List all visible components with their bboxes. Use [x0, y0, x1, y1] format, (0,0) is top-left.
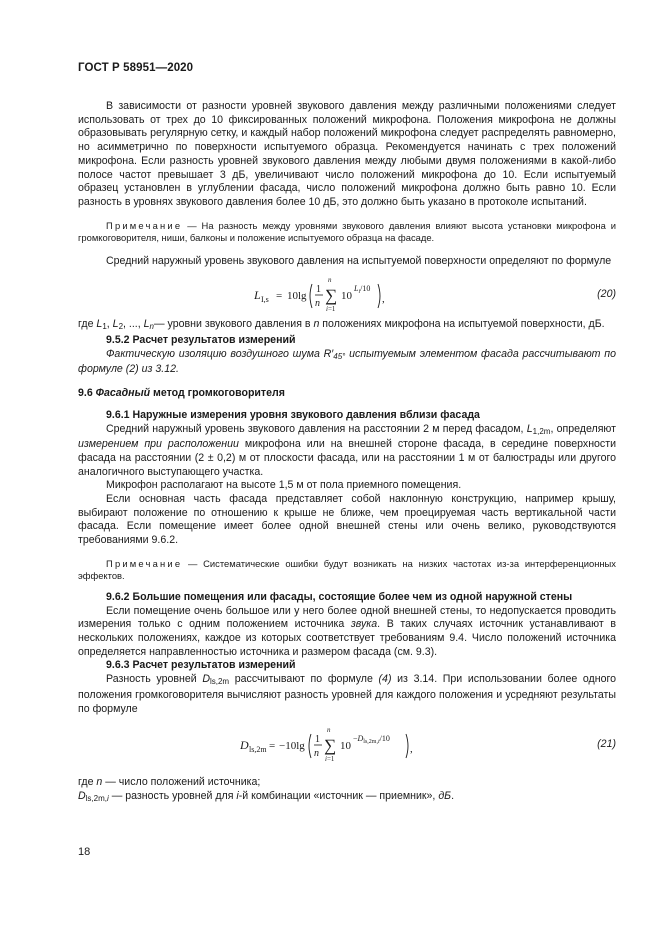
- where-20-lhs: где $L_1$, $L_2$, ..., $L_n$: [78, 318, 154, 332]
- eq20-base-10: 10: [341, 290, 352, 303]
- s961-text-c: микрофона или на внешней стороне фасада, в середине поверхности фасада на расстоянии (2 ± 0,2) м от плоскости фасада, или на расстоянии 1 м от балюстрады или другого аналогичного выступающего участка.: [78, 438, 616, 478]
- eq21-minus-10lg: −10lg: [279, 740, 305, 753]
- heading-9-6: [78, 387, 616, 401]
- where21-i: i: [236, 789, 239, 802]
- note2-text: — Систематические ошибки будут возникать на низких частотах из-за интерференционных эффектов.: [78, 557, 616, 582]
- heading-9-6-3: 9.6.3 Расчет результатов измерений: [106, 659, 296, 672]
- equation-21-number: (21): [597, 738, 616, 751]
- equation-21-expression: [240, 722, 460, 768]
- s952-text-b: испытуемым элементом фасада рассчитывают по формуле (2) из 3.12.: [78, 347, 616, 376]
- paragraph-9-6-1-b: Микрофон располагают на высоте 1,5 м от пола приемного помещения.: [106, 479, 462, 492]
- eq20-sigma: ∑: [325, 286, 338, 306]
- eq21-sum-lower: i=1: [325, 755, 335, 764]
- where-block-20: [78, 318, 616, 334]
- standard-header: ГОСТ Р 58951—2020: [78, 62, 194, 74]
- eq21-frac-den: n: [314, 748, 319, 760]
- where-20-text-b: положениях микрофона на испытуемой поверхности, дБ.: [319, 318, 605, 331]
- eq21-equals: =: [269, 740, 276, 753]
- paragraph-9-6-1-c: Если основная часть фасада представляет собой наклонную конструкцию, например крышу, выбирают положение по отношению к крыше не ближе, чем проецируемая часть вертикальной части фасада. Если помещение имеет более одной внешней стены или очень велико, руководствуются требованиями 9.6.2.: [78, 493, 616, 547]
- eq21-comma: ,: [410, 743, 413, 756]
- note2-label: Примечание: [106, 557, 183, 569]
- eq20-frac-den: n: [315, 298, 320, 310]
- s961-text-a: Средний наружный уровень звукового давления на расстоянии 2 м перед фасадом,: [106, 422, 527, 435]
- eq20-frac-num: 1: [316, 284, 321, 296]
- equation-20: [78, 272, 616, 318]
- where21-db: дБ: [438, 789, 452, 802]
- heading-9-5-2: 9.5.2 Расчет результатов измерений: [106, 334, 296, 347]
- eq21-sum-upper: n: [327, 726, 331, 735]
- s962-italic: звука: [350, 618, 378, 631]
- eq20-comma: ,: [382, 293, 385, 306]
- where-21-line-2: $D_{ls,2m,i}$ — разность уровней для i-й комбинации «источник — приемник», дБ.: [78, 789, 455, 803]
- eq21-sigma: ∑: [324, 736, 337, 756]
- paragraph-9-6-1-a: Средний наружный уровень звукового давления на расстоянии 2 м перед фасадом, $L_{1,2m}$, определяют измерением при расположении микрофона или на внешней стороне фасада, в середине поверхности фасада на расстоянии (2 ± 0,2) м от плоскости фасада, или на расстоянии 1 м от балюстрады или другого аналогичного выступающего участка.: [78, 422, 616, 478]
- s96-italic-word: Фасадный: [95, 387, 151, 400]
- page-number: 18: [78, 846, 91, 858]
- heading-9-6-1: 9.6.1 Наружные измерения уровня звукового давления вблизи фасада: [106, 408, 480, 421]
- eq21-base-10: 10: [340, 740, 351, 753]
- where21-end: .: [451, 789, 455, 802]
- paragraph-average-level: Средний наружный уровень звукового давления на испытуемой поверхности определяют по формуле: [106, 254, 612, 267]
- heading-9-6-2: 9.6.2 Большие помещения или фасады, состоящие более чем из одной наружной стены: [106, 590, 573, 603]
- note-1: [78, 220, 616, 245]
- paragraph-9-6-2: [78, 605, 616, 660]
- s952-text-a: Фактическую изоляцию воздушного шума: [106, 347, 324, 360]
- equation-20-expression: [254, 272, 454, 318]
- s963-text-c: из 3.14. При использовании более одного положения громкоговорителя вычисляют разность уровней для каждого положения и усредняют результаты по формуле: [78, 673, 617, 715]
- eq20-10lg: 10lg: [287, 290, 307, 303]
- where21-n: n: [96, 776, 103, 789]
- eq20-sum-lower: i=1: [326, 305, 336, 314]
- eq21-exponent: $-D_{ls,2m,i}/10$: [353, 734, 390, 746]
- eq21-right-paren: [406, 734, 408, 758]
- s961-symbol: L: [526, 422, 533, 435]
- where-21-line-1: [78, 776, 616, 790]
- eq21-lhs-D: D: [240, 738, 249, 753]
- eq20-lhs-sub: I,s: [261, 295, 269, 305]
- s961-italic: измерением при расположении: [78, 438, 239, 451]
- note-label: Примечание: [106, 219, 183, 231]
- where21-line2-text: — разность уровней для: [108, 789, 237, 802]
- eq20-equals: =: [276, 290, 283, 303]
- eq20-left-paren: [310, 284, 312, 308]
- eq21-lhs-sub: ls,2m: [249, 745, 267, 755]
- paragraph-9-6-3: Разность уровней $D_{ls,2m}$ рассчитывают по формуле (4) из 3.14. При использовании более одного положения громкоговорителя вычисляют разность уровней для каждого положения и усредняют результаты по формуле: [78, 673, 617, 715]
- s952-symbol: $R'_{45^\circ}$: [323, 347, 346, 361]
- eq20-sum-upper: n: [328, 276, 332, 285]
- s96-num: 9.6: [78, 387, 96, 400]
- s963-text-a: Разность уровней: [106, 673, 203, 686]
- s963-text-b: рассчитывают по формуле: [229, 673, 379, 686]
- equation-21: [78, 722, 616, 768]
- where21-line2-rest: -й комбинации «источник — приемник»,: [238, 789, 439, 802]
- s961-text-b: , определяют: [550, 422, 616, 435]
- paragraph-9-5-2: [78, 348, 616, 377]
- where-20-text-a: — уровни звукового давления в: [154, 318, 314, 331]
- where-20-n: n: [313, 318, 320, 331]
- s96-rest: метод громкоговорителя: [150, 387, 285, 400]
- where21-line1-text: — число положений источника;: [102, 776, 261, 789]
- s962-text-b: . В таких случаях источник устанавливают в нескольких положениях, каждое из которых соответствует требованиям 9.4. Число положений источника определяется направленностью источника и размером фасада (см. 9.3).: [78, 618, 616, 658]
- s963-symbol: D: [202, 673, 210, 686]
- where-prefix: где: [78, 318, 94, 331]
- page-content: [78, 100, 616, 806]
- where-20-rhs: [154, 318, 616, 334]
- eq21-frac-num: 1: [315, 734, 320, 746]
- s963-italic: (4): [378, 673, 392, 686]
- eq20-lhs-L: L: [254, 288, 261, 303]
- note-2: [78, 558, 616, 583]
- where21-prefix: где: [78, 776, 97, 789]
- eq20-exponent: $L_i/10$: [354, 284, 371, 296]
- paragraph-microphone-positions: В зависимости от разности уровней звукового давления между различными положениями следует использовать от трех до 10 фиксированных положений микрофона. Положения микрофона не должны образовывать регулярную сетку, и каждый набор положений микрофона следует распределять равномерно, но асимметрично по поверхности испытуемого образца. Рекомендуется начинать с трех положений микрофона. Если разность уровней звукового давления между любыми двумя положениями в какой-либо полосе частот превышает 3 дБ, увеличивают число положений микрофона до 10. Если испытуемый образец установлен в углублении фасада, число положений микрофона должно быть равно 10. Если разность в уровнях звукового давления более 10 дБ, это должно быть указано в протоколе испытаний.: [78, 100, 616, 208]
- equation-20-number: (20): [597, 288, 616, 301]
- s962-text-a: Если помещение очень большое или у него более одной внешней стены, то недопускается проводить измерения только с одним положением источника: [78, 604, 616, 631]
- where21-symbol: D: [78, 789, 86, 802]
- eq21-left-paren: [309, 734, 311, 758]
- eq20-right-paren: [378, 284, 380, 308]
- note-text: — На разность между уровнями звукового давления влияют высота установки микрофона и громкоговорителя, ниши, балконы и положение испытуемого образца на фасаде.: [78, 219, 616, 244]
